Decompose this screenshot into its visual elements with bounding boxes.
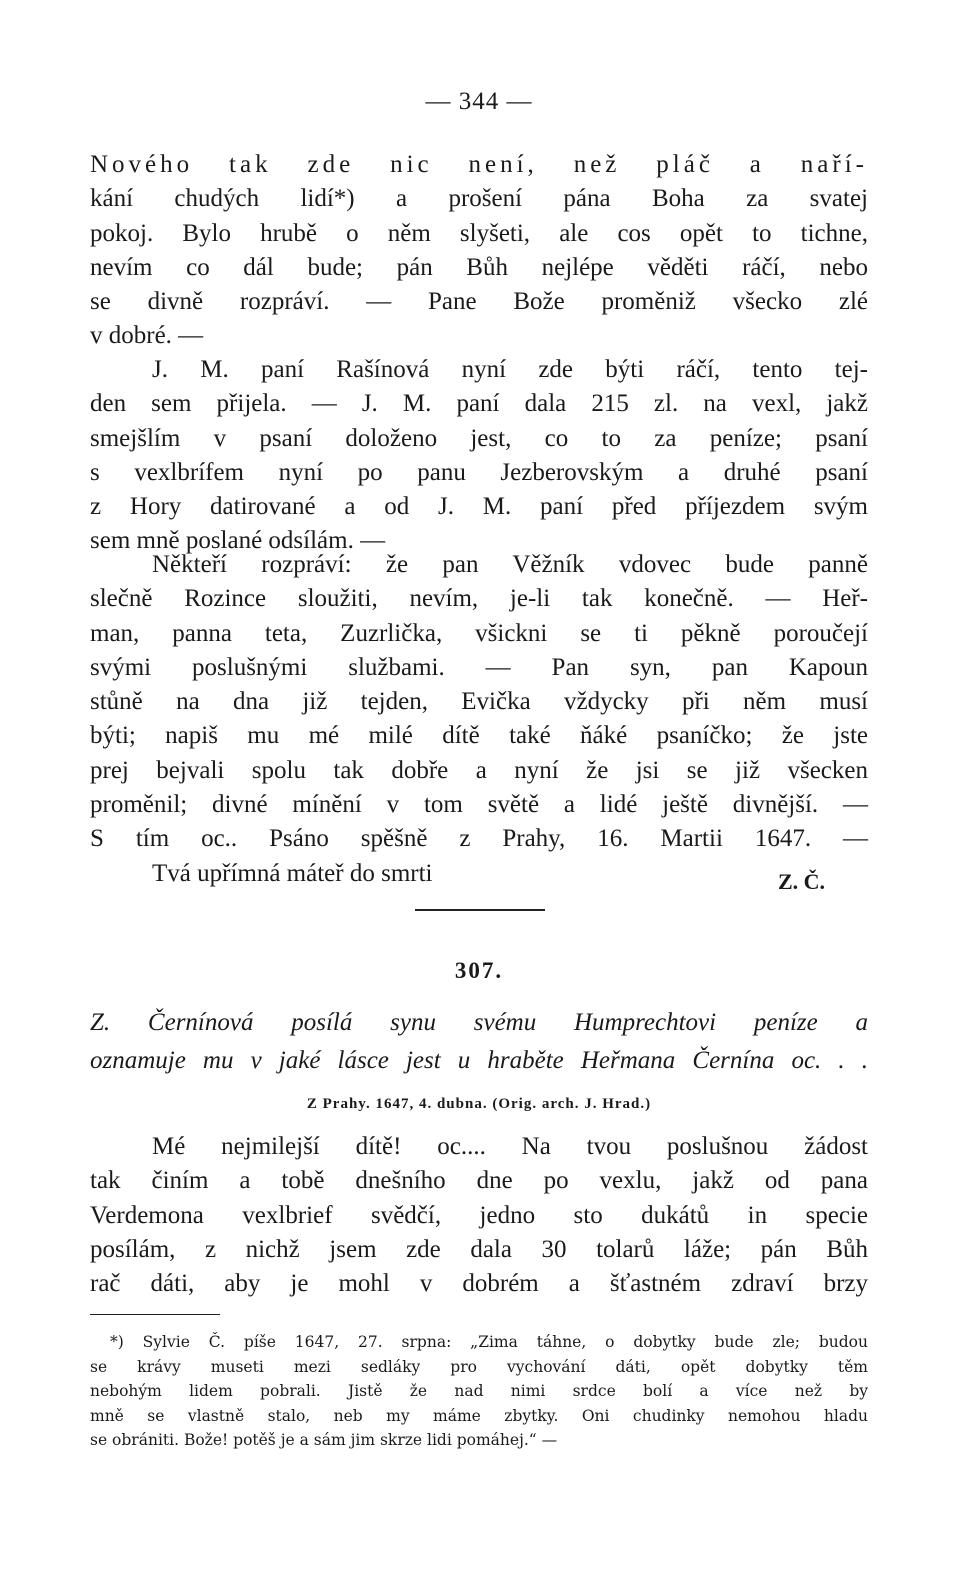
text-line: den sem přijela. — J. M. paní dala 215 zl. na vexl, jakž [90, 390, 868, 418]
paragraph-4 [90, 1130, 868, 1301]
text-line: býti; napiš mu mé milé dítě také ňáké psaníčko; že jste [90, 722, 868, 750]
text-line: slečně Rozince sloužiti, nevím, je-li tak konečně. — Heř- [90, 585, 868, 613]
signature: Z. Č. [778, 869, 826, 894]
paragraph-3 [90, 548, 868, 891]
page-number: — 344 — [425, 88, 533, 115]
dateline: Z Prahy. 1647, 4. dubna. (Orig. arch. J. Hrad.) [306, 1096, 652, 1112]
footnote-rule [90, 1314, 220, 1315]
title-line: Z. Černínová posílá synu svému Humprechtovi peníze a [90, 1009, 868, 1036]
text-line: sem mně poslané odsílám. — [90, 527, 386, 555]
footnote [90, 1330, 868, 1453]
text-line: man, panna teta, Zuzrlička, všickni se ti pěkně poroučejí [90, 619, 868, 647]
section-divider [415, 909, 545, 911]
footnote-line: se krávy museti mezi sedláky pro vychování dáti, opět dobytky těm [90, 1357, 868, 1376]
text-line: stůně na dna již tejden, Evička vždycky při něm musí [90, 688, 868, 716]
title-line: oznamuje mu v jaké lásce jest u hraběte Heřmana Černína oc. . . [90, 1047, 868, 1074]
text-line: pokoj. Bylo hrubě o něm slyšeti, ale cos opět to tichne, [90, 219, 868, 247]
text-line: proměnil; divné mínění v tom světě a lidé ještě divnější. — [90, 791, 868, 819]
text-line: Mé nejmilejší dítě! oc.... Na tvou poslušnou žádost [152, 1133, 868, 1160]
text-line: z Hory datirované a od J. M. paní před příjezdem svým [90, 493, 868, 521]
text-line: Někteří rozpráví: že pan Věžník vdovec bude panně [152, 551, 868, 578]
footnote-line: mně se vlastně stalo, neb my máme zbytky. Oni chudinky nemohou hladu [90, 1406, 868, 1425]
text-line: S tím oc.. Psáno spěšně z Prahy, 16. Martii 1647. — [90, 825, 868, 853]
text-line: kání chudých lidí*) a prošení pána Boha za svatej [90, 185, 868, 213]
paragraph-1 [90, 148, 868, 354]
text-line: prej bejvali spolu tak dobře a nyní že jsi se již všecken [90, 756, 868, 784]
paragraph-2 [90, 353, 868, 559]
text-line: J. M. paní Rašínová nyní zde býti ráčí, tento tej- [152, 356, 868, 383]
text-line: rač dáti, aby je mohl v dobrém a šťastném zdraví brzy [90, 1270, 868, 1298]
footnote-line: se obrániti. Bože! potěš je a sám jim skrze lidi pomáhej.“ — [90, 1431, 558, 1449]
text-line: tak činím a tobě dnešního dne po vexlu, jakž od pana [90, 1167, 868, 1195]
text-line: Verdemona vexlbrief svědčí, jedno sto dukátů in specie [90, 1201, 868, 1229]
text-line: svými poslušnými službami. — Pan syn, pan Kapoun [90, 653, 868, 681]
letter-title [90, 1004, 868, 1080]
text-line: smejšlím v psaní doloženo jest, co to za peníze; psaní [90, 424, 868, 452]
letter-number: 307. [454, 958, 504, 983]
footnote-line: *) Sylvie Č. píše 1647, 27. srpna: „Zima táhne, o dobytky bude zle; budou [110, 1333, 868, 1351]
text-line: Nového tak zde nic není, než pláč a naří- [90, 151, 868, 178]
text-line: s vexlbrífem nyní po panu Jezberovským a druhé psaní [90, 458, 868, 486]
footnote-line: nebohým lidem pobrali. Jistě že nad nimi srdce bolí a více než by [90, 1382, 868, 1400]
text-line: se divně rozpráví. — Pane Bože proměniž všecko zlé [90, 288, 868, 316]
text-line: v dobré. — [90, 322, 204, 350]
text-line: Tvá upřímná máteř do smrti [152, 859, 433, 887]
text-line: nevím co dál bude; pán Bůh nejlépe věděti ráčí, nebo [90, 253, 868, 281]
text-line: posílám, z nichž jsem zde dala 30 tolarů láže; pán Bůh [90, 1235, 868, 1263]
